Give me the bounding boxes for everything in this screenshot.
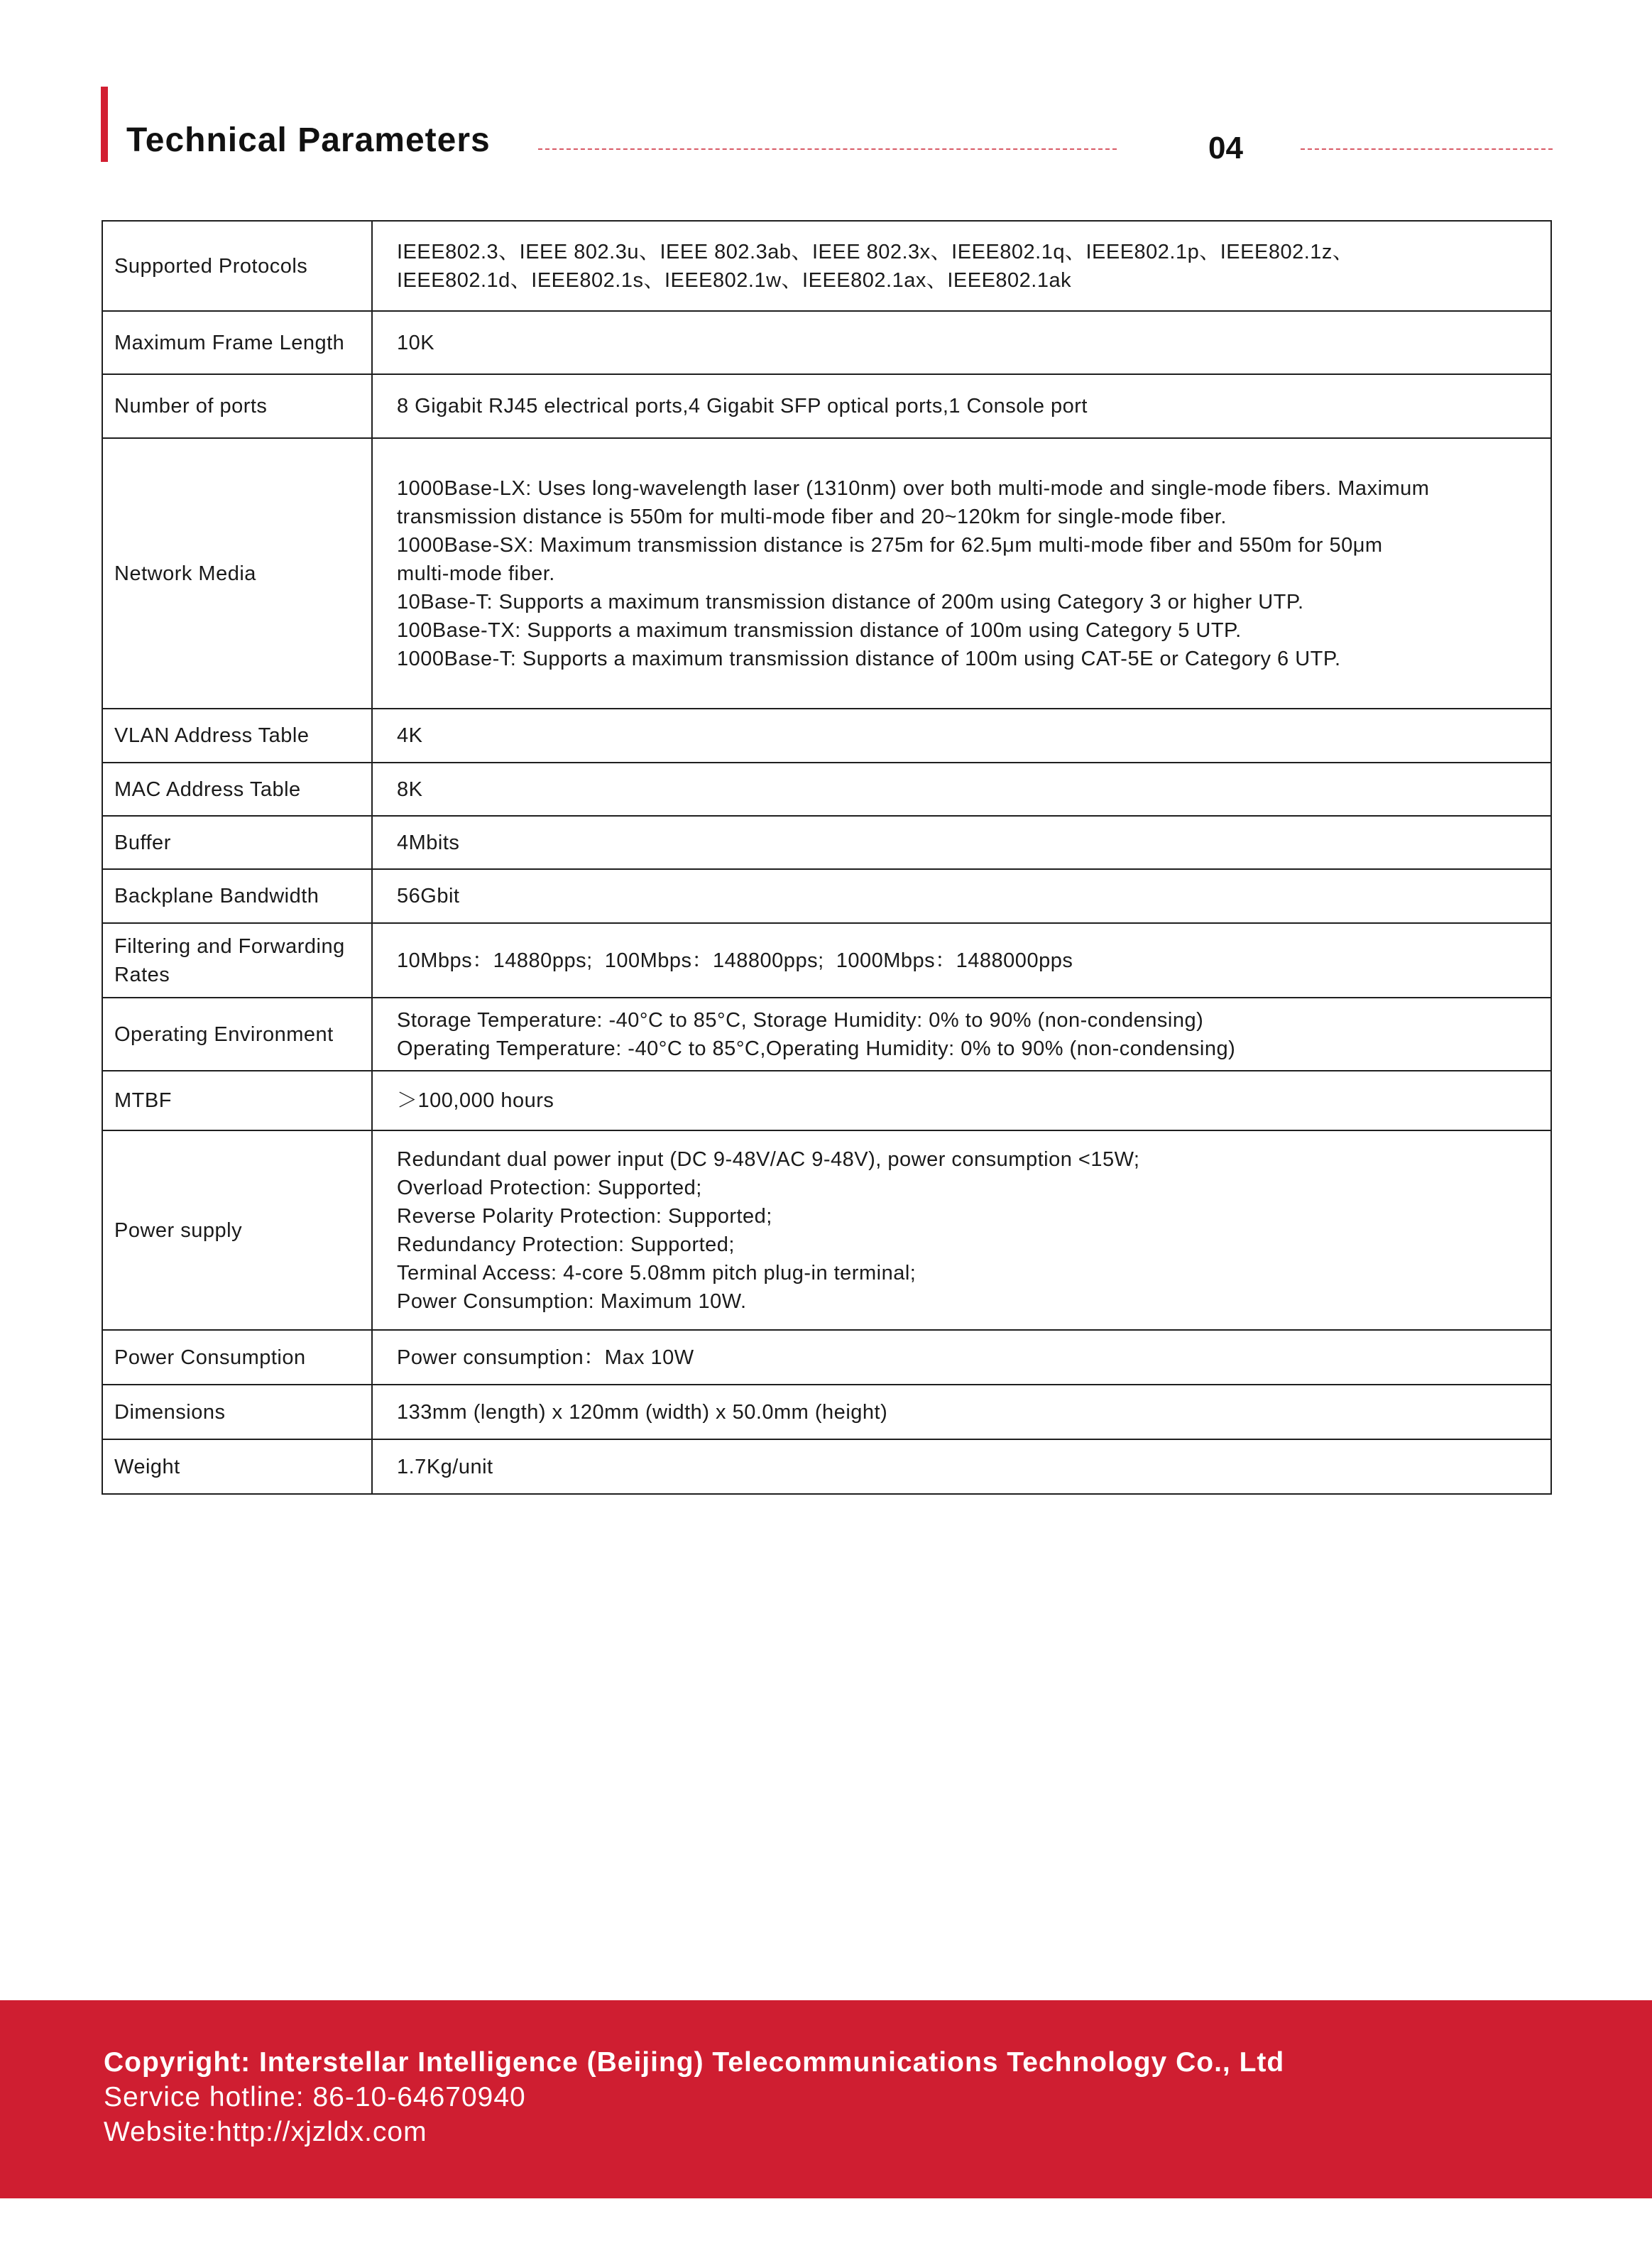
parameter-value xyxy=(372,869,1551,923)
footer-website: Website:http://xjzldx.com xyxy=(104,2117,427,2147)
parameter-value xyxy=(372,1330,1551,1385)
parameter-label: Filtering and Forwarding Rates xyxy=(102,923,372,998)
table-row xyxy=(102,763,1551,816)
parameter-label: Supported Protocols xyxy=(102,221,372,311)
parameter-value-line: 10K xyxy=(397,331,435,354)
table-row xyxy=(102,1385,1551,1439)
parameter-label: Maximum Frame Length xyxy=(102,311,372,374)
parameter-value-line: Reverse Polarity Protection: Supported; xyxy=(397,1204,772,1228)
parameter-value xyxy=(372,816,1551,869)
parameter-value-line: 10Mbps：14880pps; 100Mbps：148800pps; 1000Mbps：1488000pps xyxy=(397,949,1073,972)
parameter-label: Power Consumption xyxy=(102,1330,372,1385)
table-row xyxy=(102,869,1551,923)
parameter-value-line: 8K xyxy=(397,778,423,801)
table-row xyxy=(102,1130,1551,1330)
parameter-value xyxy=(372,438,1551,709)
header-divider-right xyxy=(1301,148,1553,150)
table-row xyxy=(102,1439,1551,1494)
parameter-label: Dimensions xyxy=(102,1385,372,1439)
table-row xyxy=(102,923,1551,998)
parameter-label: Network Media xyxy=(102,438,372,709)
parameter-value xyxy=(372,374,1551,438)
parameter-label: Power supply xyxy=(102,1130,372,1330)
parameter-value-line: Power Consumption: Maximum 10W. xyxy=(397,1289,747,1313)
parameter-label: MTBF xyxy=(102,1071,372,1130)
parameter-value-line: 100Base-TX: Supports a maximum transmission distance of 100m using Category 5 UTP. xyxy=(397,618,1242,642)
parameter-value xyxy=(372,709,1551,763)
table-row xyxy=(102,1330,1551,1385)
parameter-value-line: 8 Gigabit RJ45 electrical ports,4 Gigabit SFP optical ports,1 Console port xyxy=(397,395,1088,418)
page-number: 04 xyxy=(1208,131,1243,165)
parameter-value-line: 1000Base-T: Supports a maximum transmission distance of 100m using CAT-5E or Category 6 UTP. xyxy=(397,647,1341,670)
table-row xyxy=(102,311,1551,374)
parameter-value-line: Power consumption：Max 10W xyxy=(397,1346,694,1369)
parameter-value-line: multi-mode fiber. xyxy=(397,562,555,585)
parameter-label: VLAN Address Table xyxy=(102,709,372,763)
parameter-label: Buffer xyxy=(102,816,372,869)
parameter-value-line: 1000Base-LX: Uses long-wavelength laser (1310nm) over both multi-mode and single-mode fibers. Maximum xyxy=(397,476,1430,500)
parameter-value xyxy=(372,923,1551,998)
parameter-value-line: transmission distance is 550m for multi-mode fiber and 20~120km for single-mode fiber. xyxy=(397,505,1227,528)
parameter-value xyxy=(372,1130,1551,1330)
footer-hotline: Service hotline: 86-10-64670940 xyxy=(104,2082,526,2112)
parameter-value-line: Redundant dual power input (DC 9-48V/AC 9-48V), power consumption <15W; xyxy=(397,1147,1140,1171)
table-row xyxy=(102,374,1551,438)
parameter-value-line: 1.7Kg/unit xyxy=(397,1455,493,1478)
parameter-label: Backplane Bandwidth xyxy=(102,869,372,923)
parameter-value-line: 4Mbits xyxy=(397,831,460,854)
parameter-value xyxy=(372,763,1551,816)
header-divider-left xyxy=(538,148,1117,150)
parameter-label: Operating Environment xyxy=(102,998,372,1071)
table-row xyxy=(102,998,1551,1071)
parameter-label: Weight xyxy=(102,1439,372,1494)
footer-copyright: Copyright: Interstellar Intelligence (Beijing) Telecommunications Technology Co., Ltd xyxy=(104,2047,1285,2078)
parameter-value xyxy=(372,221,1551,311)
parameter-value xyxy=(372,1071,1551,1130)
page-title: Technical Parameters xyxy=(126,121,491,159)
header-accent-bar xyxy=(101,87,108,162)
table-row xyxy=(102,221,1551,311)
parameter-value-line: IEEE802.3、IEEE 802.3u、IEEE 802.3ab、IEEE 802.3x、IEEE802.1q、IEEE802.1p、IEEE802.1z、 xyxy=(397,240,1354,263)
table-row xyxy=(102,438,1551,709)
table-row xyxy=(102,1071,1551,1130)
parameter-value-line: 133mm (length) x 120mm (width) x 50.0mm (height) xyxy=(397,1400,888,1424)
parameter-value-line: Operating Temperature: -40°C to 85°C,Operating Humidity: 0% to 90% (non-condensing) xyxy=(397,1037,1236,1060)
parameter-value xyxy=(372,1385,1551,1439)
parameter-value xyxy=(372,1439,1551,1494)
parameter-value-line: IEEE802.1d、IEEE802.1s、IEEE802.1w、IEEE802.1ax、IEEE802.1ak xyxy=(397,268,1072,292)
parameter-label: Number of ports xyxy=(102,374,372,438)
parameter-value-line: 10Base-T: Supports a maximum transmission distance of 200m using Category 3 or higher UTP. xyxy=(397,590,1304,613)
table-row xyxy=(102,816,1551,869)
parameter-value xyxy=(372,998,1551,1071)
parameter-value xyxy=(372,311,1551,374)
parameter-value-line: Overload Protection: Supported; xyxy=(397,1176,702,1199)
parameter-value-line: Terminal Access: 4-core 5.08mm pitch plug-in terminal; xyxy=(397,1261,917,1285)
table-row xyxy=(102,709,1551,763)
parameter-value-line: Redundancy Protection: Supported; xyxy=(397,1233,735,1256)
parameter-value-line: 1000Base-SX: Maximum transmission distance is 275m for 62.5μm multi-mode fiber and 550m for 50μm xyxy=(397,533,1383,557)
parameter-label: MAC Address Table xyxy=(102,763,372,816)
parameter-value-line: 4K xyxy=(397,724,423,747)
technical-parameters-table xyxy=(102,220,1552,1495)
parameter-value-line: Storage Temperature: -40°C to 85°C, Storage Humidity: 0% to 90% (non-condensing) xyxy=(397,1008,1204,1032)
parameter-value-line: ＞100,000 hours xyxy=(397,1089,554,1112)
parameter-value-line: 56Gbit xyxy=(397,885,460,907)
